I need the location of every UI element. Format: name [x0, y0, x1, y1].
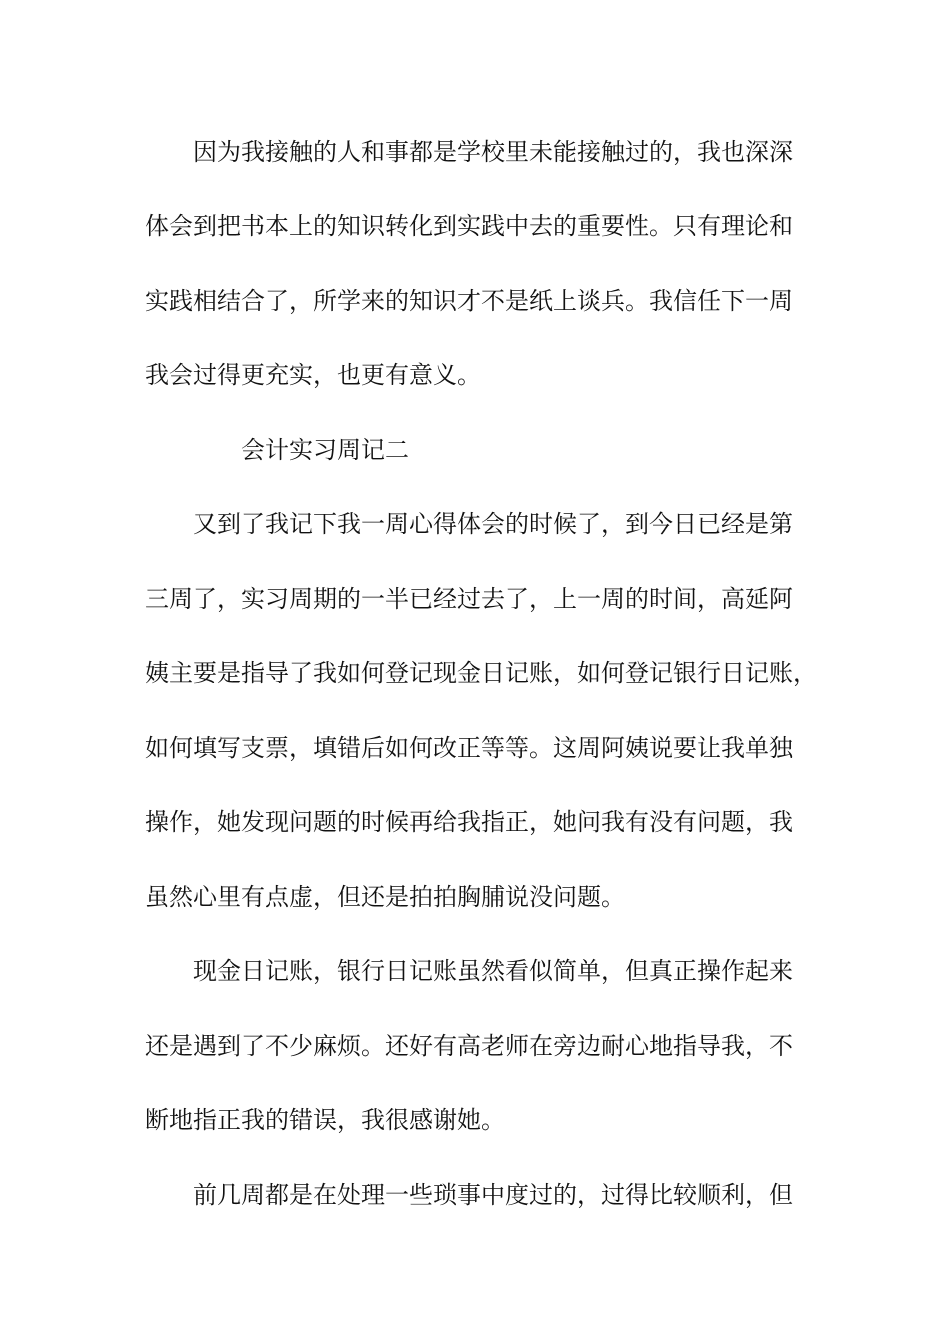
paragraph-line: 实践相结合了，所学来的知识才不是纸上谈兵。我信任下一周 — [145, 287, 793, 315]
paragraph-line: 虽然心里有点虚，但还是拍拍胸脯说没问题。 — [145, 883, 625, 911]
paragraph-line: 还是遇到了不少麻烦。还好有高老师在旁边耐心地指导我，不 — [145, 1032, 793, 1060]
paragraph-line: 因为我接触的人和事都是学校里未能接触过的，我也深深 — [193, 138, 793, 166]
paragraph-line: 三周了，实习周期的一半已经过去了，上一周的时间，高延阿 — [145, 585, 793, 613]
paragraph-line: 又到了我记下我一周心得体会的时候了，到今日已经是第 — [193, 510, 793, 538]
paragraph-line: 姨主要是指导了我如何登记现金日记账，如何登记银行日记账， — [145, 659, 817, 687]
paragraph-line: 我会过得更充实，也更有意义。 — [145, 361, 481, 389]
section-heading: 会计实习周记二 — [241, 436, 409, 464]
paragraph-line: 如何填写支票，填错后如何改正等等。这周阿姨说要让我单独 — [145, 734, 793, 762]
paragraph-line: 断地指正我的错误，我很感谢她。 — [145, 1106, 505, 1134]
paragraph-line: 现金日记账，银行日记账虽然看似简单，但真正操作起来 — [193, 957, 793, 985]
paragraph-line: 体会到把书本上的知识转化到实践中去的重要性。只有理论和 — [145, 212, 793, 240]
paragraph-line: 操作，她发现问题的时候再给我指正，她问我有没有问题，我 — [145, 808, 793, 836]
paragraph-line: 前几周都是在处理一些琐事中度过的，过得比较顺利，但 — [193, 1181, 793, 1209]
